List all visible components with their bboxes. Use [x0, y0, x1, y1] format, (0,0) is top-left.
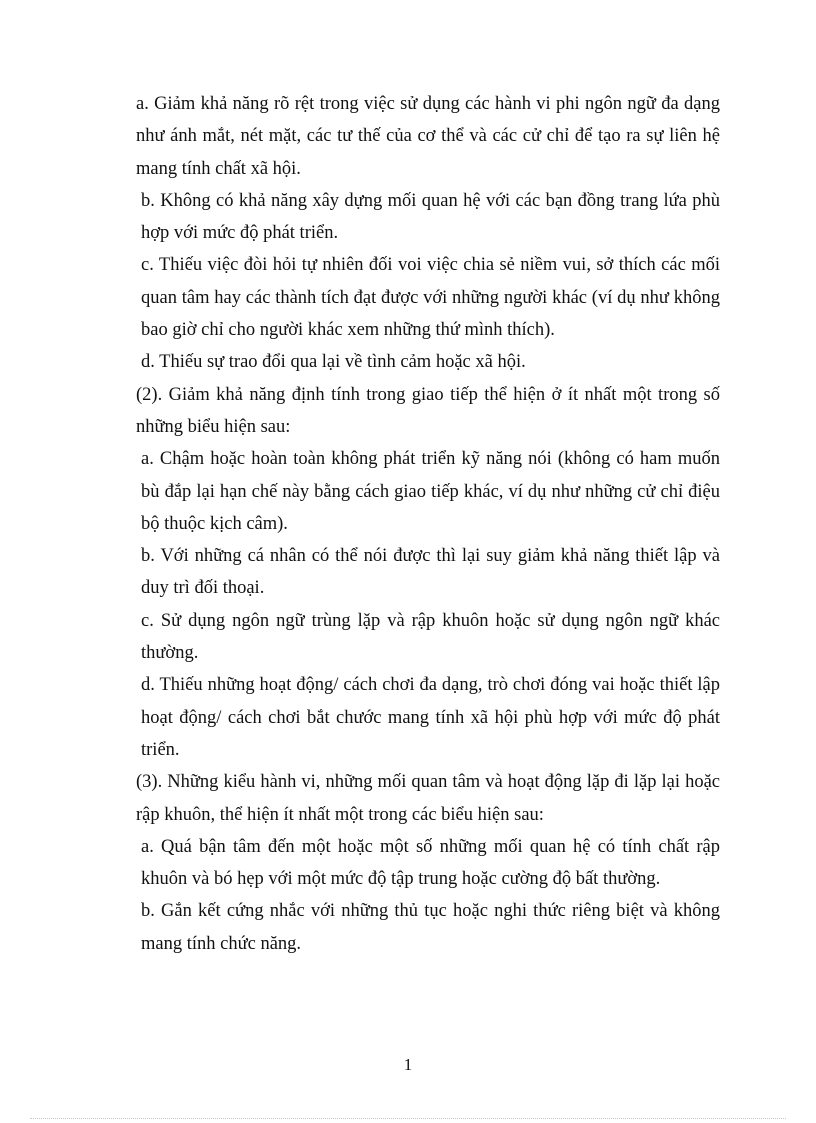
document-body — [136, 88, 720, 960]
paragraph-criterion-1d: d. Thiếu sự trao đổi qua lại về tình cảm hoặc xã hội. — [141, 352, 526, 373]
paragraph-criterion-1b: b. Không có khả năng xây dựng mối quan hệ với các bạn đồng trang lứa phù hợp với mức độ phát triển. — [141, 190, 720, 244]
paragraph-section-2-heading: (2). Giảm khả năng định tính trong giao tiếp thể hiện ở ít nhất một trong số những biểu hiện sau: — [136, 384, 720, 437]
paragraph-criterion-1a: a. Giảm khả năng rõ rệt trong việc sử dụng các hành vi phi ngôn ngữ đa dạng như ánh mắt, nét mặt, các tư thế của cơ thể và các cử chỉ để tạo ra sự liên hệ mang tính chất xã hội. — [136, 94, 720, 179]
page-number: 1 — [403, 1055, 413, 1074]
paragraph-section-3-heading: (3). Những kiểu hành vi, những mối quan tâm và hoạt động lặp đi lặp lại hoặc rập khuôn, thể hiện ít nhất một trong các biểu hiện sau: — [136, 772, 720, 825]
paragraph-criterion-3b: b. Gắn kết cứng nhắc với những thủ tục hoặc nghi thức riêng biệt và không mang tính chức năng. — [141, 901, 720, 954]
paragraph-criterion-2b: b. Với những cá nhân có thể nói được thì lại suy giảm khả năng thiết lập và duy trì đối thoại. — [141, 546, 720, 599]
paragraph-criterion-3a: a. Quá bận tâm đến một hoặc một số những mối quan hệ có tính chất rập khuôn và bó hẹp với một mức độ tập trung hoặc cường độ bất thường. — [141, 836, 720, 890]
paragraph-criterion-2d: d. Thiếu những hoạt động/ cách chơi đa dạng, trò chơi đóng vai hoặc thiết lập hoạt động/ cách chơi bắt chước mang tính xã hội phù hợp với mức độ phát triển. — [141, 675, 720, 760]
paragraph-criterion-1c: c. Thiếu việc đòi hỏi tự nhiên đối voi việc chia sẻ niềm vui, sở thích các mối quan tâm hay các thành tích đạt được với những người khác (ví dụ như không bao giờ chỉ cho người khác xem những thứ mình thích). — [141, 255, 720, 341]
page-bottom-divider — [30, 1118, 786, 1119]
paragraph-criterion-2a: a. Chậm hoặc hoàn toàn không phát triển kỹ năng nói (không có ham muốn bù đắp lại hạn chế này bằng cách giao tiếp khác, ví dụ như những cử chỉ điệu bộ thuộc kịch câm). — [141, 449, 720, 534]
paragraph-criterion-2c: c. Sử dụng ngôn ngữ trùng lặp và rập khuôn hoặc sử dụng ngôn ngữ khác thường. — [141, 610, 720, 664]
